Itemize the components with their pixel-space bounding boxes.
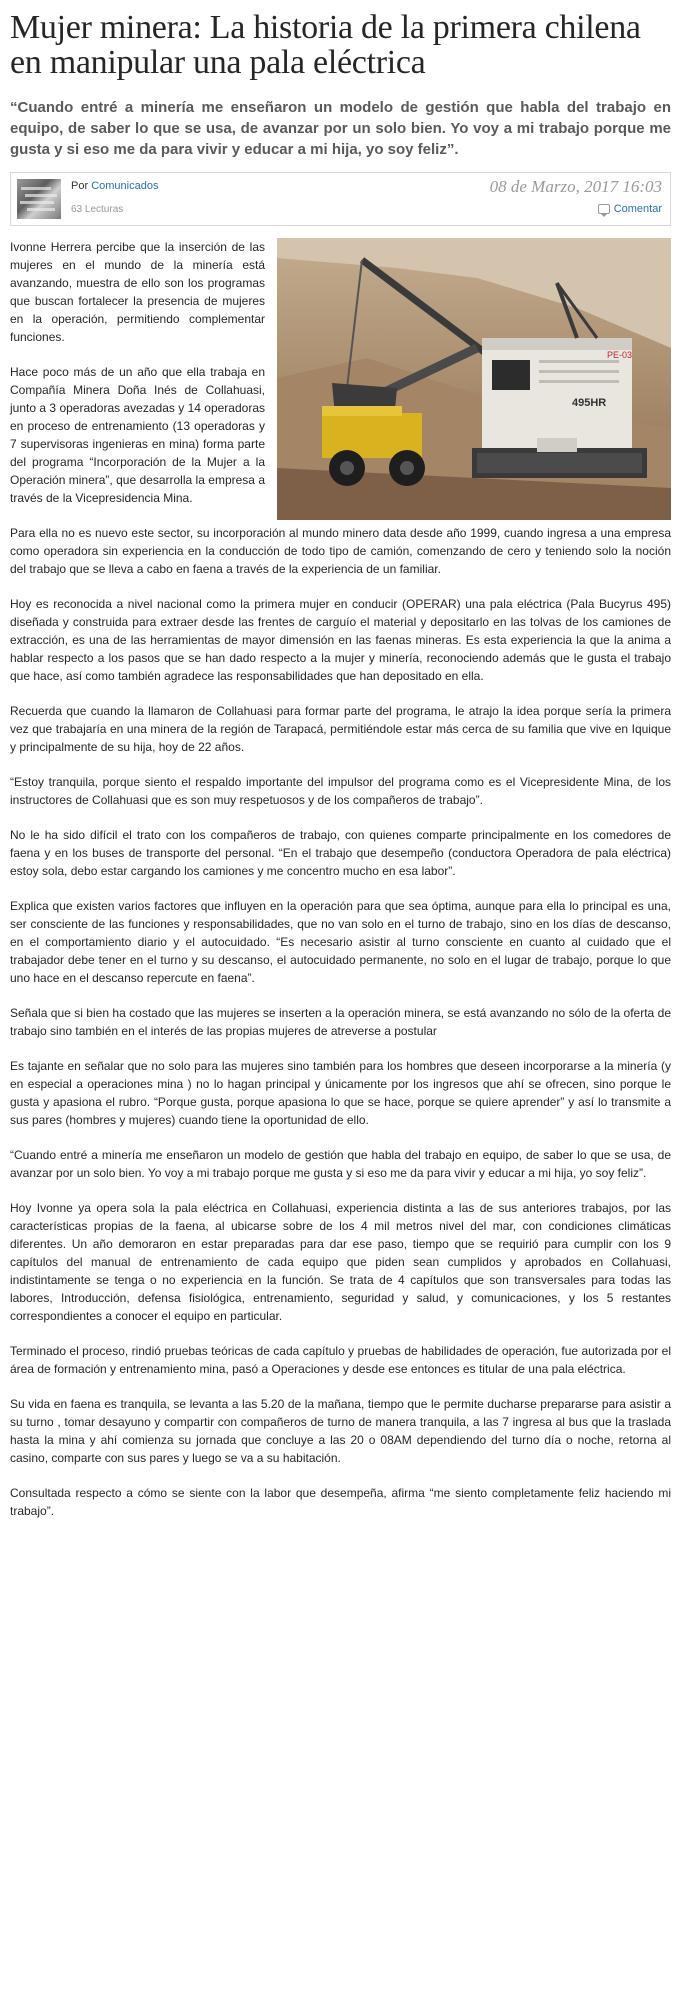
article-paragraph: Ivonne Herrera percibe que la inserción de las mujeres en el mundo de la minería está avanzando, muestra de ello son los programas que buscan fortalecer la presencia de mujeres en la operación, permitiendo complementar funciones. [10, 240, 265, 344]
article-paragraph: Señala que si bien ha costado que las mujeres se inserten a la operación minera, se está avanzando no sólo de la oferta de trabajo sino también en el interés de las propias mujeres de atreverse a postular [10, 1006, 671, 1038]
article-paragraph: Hace poco más de un año que ella trabaja en Compañía Minera Doña Inés de Collahuasi, junto a 3 operadoras avezadas y 14 operadoras en proceso de entrenamiento (13 operadoras y 7 supervisoras ingenieras en mina) forma parte del programa “Incorporación de la Mujer a la Operación minera”, que desarrolla la empresa a través de la Vicepresidencia Mina. [10, 365, 265, 505]
read-count: 63 Lecturas [71, 204, 124, 215]
machine-label: 495HR [572, 397, 607, 409]
author-byline [71, 180, 158, 192]
article-paragraph: Para ella no es nuevo este sector, su incorporación al mundo minero data desde año 1999, cuando ingresa a una empresa como operadora sin experiencia en la conducción de todo tipo de camión, comenzando de cero y teniendo solo la noción del trabajo que se lleva a cabo en faena a través de la experiencia de un familiar. [10, 526, 671, 576]
article-paragraph: Hoy es reconocida a nivel nacional como la primera mujer en conducir (OPERAR) una pala eléctrica (Pala Bucyrus 495) diseñada y construida para extraer desde las frentes de carguío el material y depositarlo en las tolvas de los camiones de extracción, es una de las herramientas de mayor dimensión en las faenas mineras. Es esta experiencia la que la anima a hablar respecto a los pasos que se han dado respecto a la mujer y minería, reconociendo además que le gusta el trabajo que hace, así como también agradece las responsabilidades que han depositado en ella. [10, 597, 671, 683]
electric-shovel-illustration [277, 238, 671, 520]
article-paragraph: Terminado el proceso, rindió pruebas teóricas de cada capítulo y pruebas de habilidades de operación, fue autorizada por el área de formación y entrenamiento mina, pasó a Operaciones y desde ese entonces es titular de una pala eléctrica. [10, 1344, 671, 1376]
by-prefix: Por [71, 180, 89, 192]
article-paragraph: Es tajante en señalar que no solo para las mujeres sino también para los hombres que deseen incorporarse a la minería (y en especial a operaciones mina ) no lo hagan principal y únicamente por los ingresos que ahí se ofrecen, sino porque le gusta y apasiona el rubro. “Porque gusta, porque apasiona lo que se hace, porque se quiere aprender” y así lo transmite a sus pares (hombres y mujeres) cuando tiene la oportunidad de ello. [10, 1059, 671, 1127]
article-title: Mujer minera: La historia de la primera chilena en manipular una pala eléctrica [10, 9, 641, 81]
unit-label: PE-03 [607, 350, 633, 360]
article-paragraph: Su vida en faena es tranquila, se levanta a las 5.20 de la mañana, tiempo que le permite ducharse prepararse para asistir a su turno , tomar desayuno y compartir con compañeros de turno de manera tranquila, a las 7 ingresa al bus que la traslada hasta la mina y ahí comienza su jornada que concluye a las 20 o 08AM dependiendo del turno día o noche, retorna al casino, comparte con sus pares y luego se va a su habitación. [10, 1397, 671, 1465]
comment-label: Comentar [613, 203, 662, 215]
shovel-cab [492, 360, 530, 390]
article-paragraph: No le ha sido difícil el trato con los compañeros de trabajo, con quienes comparte principalmente en los comedores de faena y en los buses de transporte del personal. “En el trabajo que desempeño (conductora Operadora de pala eléctrica) estoy sola, debo estar cargando los camiones y me concentro mucho en esa labor”. [10, 828, 671, 878]
article-paragraph: Consultada respecto a cómo se siente con la labor que desempeña, afirma “me siento completamente feliz haciendo mi trabajo”. [10, 1486, 671, 1518]
article-lead: “Cuando entré a minería me enseñaron un modelo de gestión que habla del trabajo en equipo, de saber lo que se usa, de avanzar por un solo bien. Yo voy a mi trabajo porque me gusta y si eso me da para vivir y educar a mi hija, yo soy feliz”. [10, 99, 671, 158]
article-paragraph: “Estoy tranquila, porque siento el respaldo importante del impulsor del programa como es el Vicepresidente Mina, de los instructores de Collahuasi que es son muy respetuosos y de los compañeros de trabajo”. [10, 775, 671, 807]
article-paragraph: Recuerda que cuando la llamaron de Collahuasi para formar parte del programa, le atrajo la idea porque sería la primera vez que trabajaría en una minera de la región de Tarapacá, permitiéndole estar más cerca de su familia que vive en Iquique y principalmente de su hija, hoy de 22 años. [10, 704, 671, 754]
comment-link[interactable] [598, 203, 662, 215]
comment-icon [598, 204, 610, 214]
author-avatar [17, 179, 61, 219]
article-paragraph: Hoy Ivonne ya opera sola la pala eléctrica en Collahuasi, experiencia distinta a las de sus anteriores trabajos, por las características propias de la faena, al ubicarse sobre de los 4 mil metros nivel del mar, con condiciones climáticas diferentes. Un año demoraron en estar preparadas para dar ese paso, tiempo que se requirió para cumplir con los 9 capítulos del manual de entrenamiento de cada equipo que piden sean cumplidos y aprobados en Collahuasi, indistintamente se tenga o no experiencia en la función. Se trata de 4 capítulos que son transversales para todas las labores, Introducción, defensa fisiológica, entrenamiento, seguridad y salud, y comunicaciones, y los 5 restantes correspondientes a conocer el equipo en particular. [10, 1201, 671, 1323]
article-paragraph: Explica que existen varios factores que influyen en la operación para que sea óptima, aunque para ella lo principal es una, ser consciente de las funciones y responsabilidades, que no van solo en el turno de trabajo, sino en los días de descanso, en el comportamiento diario y el autocuidado. “Es necesario asistir al turno consciente en cuanto al cuidado que el trabajador debe tener en el turno y su descanso, el autocuidado permanente, no solo en el lugar de trabajo, porque lo que uno hace en el descanso repercute en faena”. [10, 899, 671, 985]
article-photo [277, 238, 671, 520]
publish-date: 08 de Marzo, 2017 16:03 [489, 177, 662, 196]
author-link[interactable]: Comunicados [91, 180, 159, 192]
article-body [10, 238, 671, 1520]
article-meta [10, 172, 671, 226]
article [10, 10, 671, 1537]
article-paragraph: “Cuando entré a minería me enseñaron un modelo de gestión que habla del trabajo en equipo, de saber lo que se usa, de avanzar por un solo bien. Yo voy a mi trabajo porque me gusta y si eso me da para vivir y educar a mi hija, yo soy feliz”. [10, 1148, 671, 1180]
